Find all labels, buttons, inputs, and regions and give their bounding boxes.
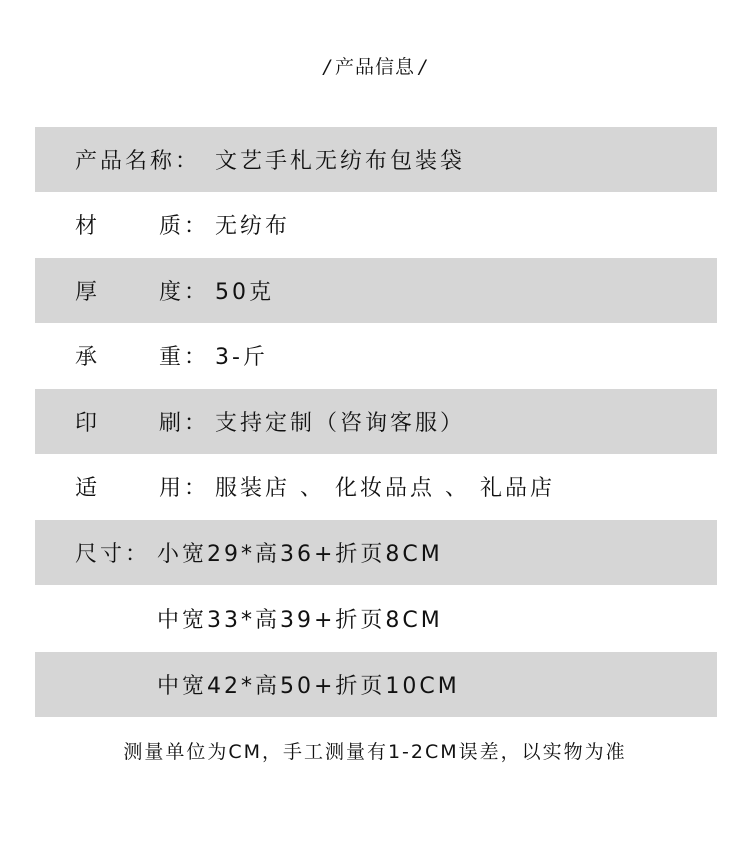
spec-label-material-second: 质：	[159, 214, 210, 239]
spec-value-usage: 服装店 、 化妆品点 、 礼品店	[215, 476, 555, 501]
spec-row-printing	[35, 389, 717, 454]
spec-label-name: 产品名称：	[75, 149, 201, 174]
spec-row-usage	[35, 454, 717, 519]
spec-label-printing-second: 刷：	[159, 411, 210, 436]
spec-value-printing: 支持定制（咨询客服）	[215, 411, 466, 436]
spec-value-thickness: 50克	[215, 280, 274, 305]
spec-label-thickness-first: 厚	[75, 280, 101, 305]
measurement-note: 测量单位为CM，手工测量有1-2CM误差，以实物为准	[123, 741, 627, 763]
spec-row-size-1	[35, 520, 717, 585]
spec-row-load	[35, 323, 717, 388]
spec-row-size-2	[35, 586, 717, 651]
spec-value-load: 3-斤	[215, 345, 268, 370]
title-right-slash: /	[419, 56, 427, 78]
spec-label-printing-first: 印	[75, 411, 101, 436]
spec-value-name: 文艺手札无纺布包装袋	[215, 149, 466, 174]
title-left-slash: /	[323, 56, 331, 78]
spec-label-usage-second: 用：	[159, 476, 210, 501]
spec-row-thickness	[35, 258, 717, 323]
spec-label-load-second: 重：	[159, 345, 210, 370]
spec-label-size: 尺寸：	[75, 542, 151, 567]
spec-label-load-first: 承	[75, 345, 101, 370]
spec-value-size-option: 中宽33*高39+折页8CM	[157, 608, 443, 633]
title-text: 产品信息	[334, 56, 415, 78]
spec-label-material-first: 材	[75, 214, 101, 239]
section-title	[0, 52, 750, 79]
spec-label-usage-first: 适	[75, 476, 101, 501]
spec-value-size-option: 小宽29*高36+折页8CM	[157, 542, 443, 567]
spec-value-size-option: 中宽42*高50+折页10CM	[157, 674, 460, 699]
spec-row-material	[35, 192, 717, 257]
spec-row-name	[35, 127, 717, 192]
spec-value-material: 无纺布	[215, 214, 291, 239]
spec-label-thickness-second: 度：	[159, 280, 210, 305]
spec-row-size-3	[35, 652, 717, 717]
